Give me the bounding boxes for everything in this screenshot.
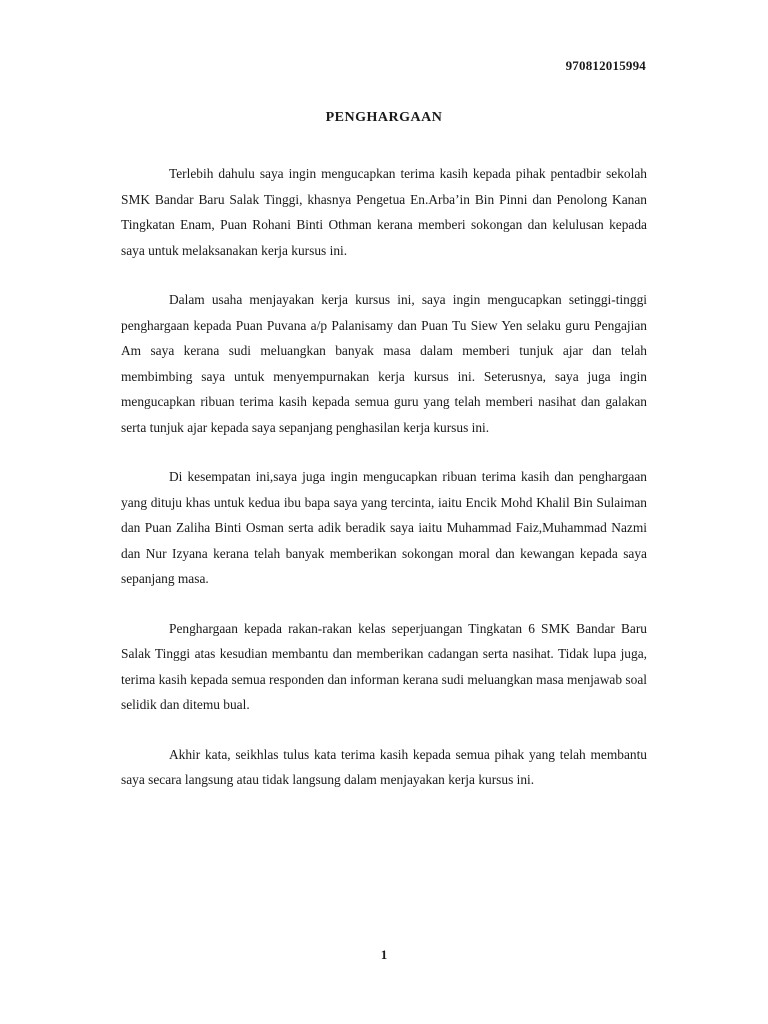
page-number: 1 [380, 947, 388, 962]
acknowledgement-body [121, 161, 647, 817]
paragraph-teachers: Dalam usaha menjayakan kerja kursus ini, saya ingin mengucapkan setinggi-tinggi penghargaan kepada Puan Puvana a/p Palanisamy dan Puan Tu Siew Yen selaku guru Pengajian Am saya kerana sudi meluangkan banyak masa dalam memberi tunjuk ajar dan telah membimbing saya untuk menyempurnakan kerja kursus ini. Seterusnya, saya juga ingin mengucapkan ribuan terima kasih kepada semua guru yang telah memberi nasihat dan galakan serta tunjuk ajar kepada saya sepanjang penghasilan kerja kursus ini. [121, 292, 647, 435]
paragraph-school-administration: Terlebih dahulu saya ingin mengucapkan terima kasih kepada pihak pentadbir sekolah SMK Bandar Baru Salak Tinggi, khasnya Pengetua En.Arba’in Bin Pinni dan Penolong Kanan Tingkatan Enam, Puan Rohani Binti Othman kerana memberi sokongan dan kelulusan kepada saya untuk melaksanakan kerja kursus ini. [121, 166, 647, 258]
student-id-number: 970812015994 [565, 58, 646, 73]
paragraph-closing: Akhir kata, seikhlas tulus kata terima kasih kepada semua pihak yang telah membantu saya secara langsung atau tidak langsung dalam menjayakan kerja kursus ini. [121, 746, 647, 787]
paragraph-classmates: Penghargaan kepada rakan-rakan kelas seperjuangan Tingkatan 6 SMK Bandar Baru Salak Tinggi atas kesudian membantu dan memberikan cadangan serta nasihat. Tidak lupa juga, terima kasih kepada semua responden dan informan kerana sudi meluangkan masa menjawab soal selidik dan ditemu bual. [121, 620, 647, 712]
page-title: PENGHARGAAN [325, 110, 443, 125]
paragraph-family: Di kesempatan ini,saya juga ingin mengucapkan ribuan terima kasih dan penghargaan yang dituju khas untuk kedua ibu bapa saya yang tercinta, iaitu Encik Mohd Khalil Bin Sulaiman dan Puan Zaliha Binti Osman serta adik beradik saya iaitu Muhammad Faiz,Muhammad Nazmi dan Nur Izyana kerana telah banyak memberikan sokongan moral dan kewangan kepada saya sepanjang masa. [121, 469, 647, 586]
